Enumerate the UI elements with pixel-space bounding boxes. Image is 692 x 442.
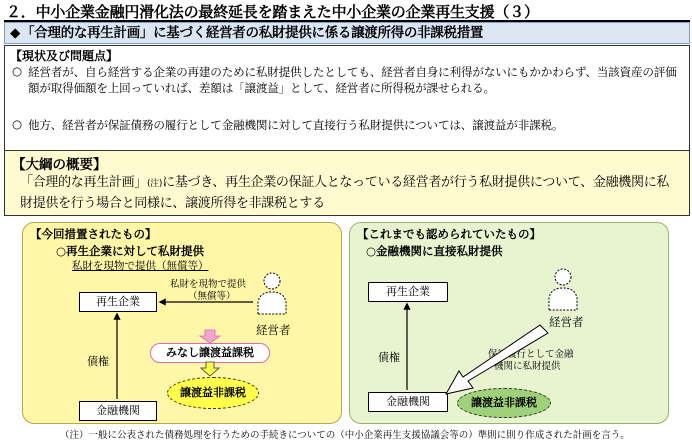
right-bank-box: 金融機関 [368, 392, 448, 412]
outline-text-a: 「合理的な再生計画」 [20, 175, 148, 190]
left-owner-label: 経営者 [256, 323, 291, 337]
left-panel-subtitle: ○再生企業に対して私財提供 [56, 244, 205, 258]
bullet-icon: ○ [12, 117, 23, 131]
left-company-box: 再生企業 [79, 292, 157, 312]
right-owner-person-icon [549, 269, 577, 310]
right-provide-arrow-icon [446, 325, 548, 394]
left-owner-person-icon [258, 273, 286, 314]
page-title: ２．中小企業金融円滑化法の最終延長を踏まえた中小企業の企業再生支援（３） [6, 3, 539, 21]
outline-text-b: に基づき、再生企業の保証人となっている経営者が行う私財提供について、金融機関に私財提供を行う場合と同様に、譲渡所得を非課税とする [20, 175, 670, 211]
right-arrow-label-2: 機関に私財提供 [494, 361, 561, 372]
right-panel-subtitle: ○金融機関に直接私財提供 [366, 244, 503, 258]
deemed-transfer-tax-badge: みなし譲渡益課税 [150, 343, 270, 363]
right-company-box: 再生企業 [368, 282, 448, 302]
left-arrow-label-1: 私財を現物で提供 [170, 279, 247, 290]
left-claim-label: 債権 [87, 355, 109, 368]
left-panel-heading: 【今回措置されたもの】 [30, 227, 157, 241]
status-item-2: 他方、経営者が保証債務の履行として金融機関に対して直接行う私財提供については、譲渡益が非課税。 [28, 118, 564, 132]
left-deemed-down-arrow-icon [200, 330, 220, 343]
banner-text: 「合理的な再生計画」に基づく経営者の私財提供に係る譲渡所得の非課税措置 [21, 25, 484, 41]
left-bank-box: 金融機関 [79, 401, 157, 421]
right-exempt-badge: 譲渡益非課税 [457, 388, 551, 418]
note-mark: (注) [147, 179, 163, 189]
bullet-icon: ○ [12, 64, 23, 78]
diamond-icon: ◆ [10, 25, 21, 41]
left-exempt-down-arrow-icon [201, 362, 219, 376]
left-panel-subnote: 私財を現物で提供（無償等） [72, 260, 209, 272]
right-arrow-label-1: 保証履行として金融 [488, 349, 574, 360]
status-item-1: 経営者が、自ら経営する企業の再建のために私財提供したとしても、経営者自身に利得がないにもかかわらず、当該資産の評価額が取得価額を上回っていれば、差額は「譲渡益」として、経営者に所得税が課せられる。 [28, 65, 677, 95]
left-arrow-label-2: （無償等） [188, 291, 236, 302]
right-owner-label: 経営者 [549, 315, 584, 329]
right-claim-label: 債権 [378, 351, 400, 364]
left-exempt-badge: 譲渡益非課税 [167, 377, 259, 409]
outline-heading: 【大綱の概要】 [12, 157, 107, 173]
footnote: （注）一般に公表された債務処理を行うための手続きについての（中小企業再生支援協議会等の）準則に則り作成された計画を言う。 [60, 430, 630, 441]
right-panel-heading: 【これまでも認められていたもの】 [357, 227, 541, 241]
status-heading: 【現状及び問題点】 [10, 49, 119, 63]
